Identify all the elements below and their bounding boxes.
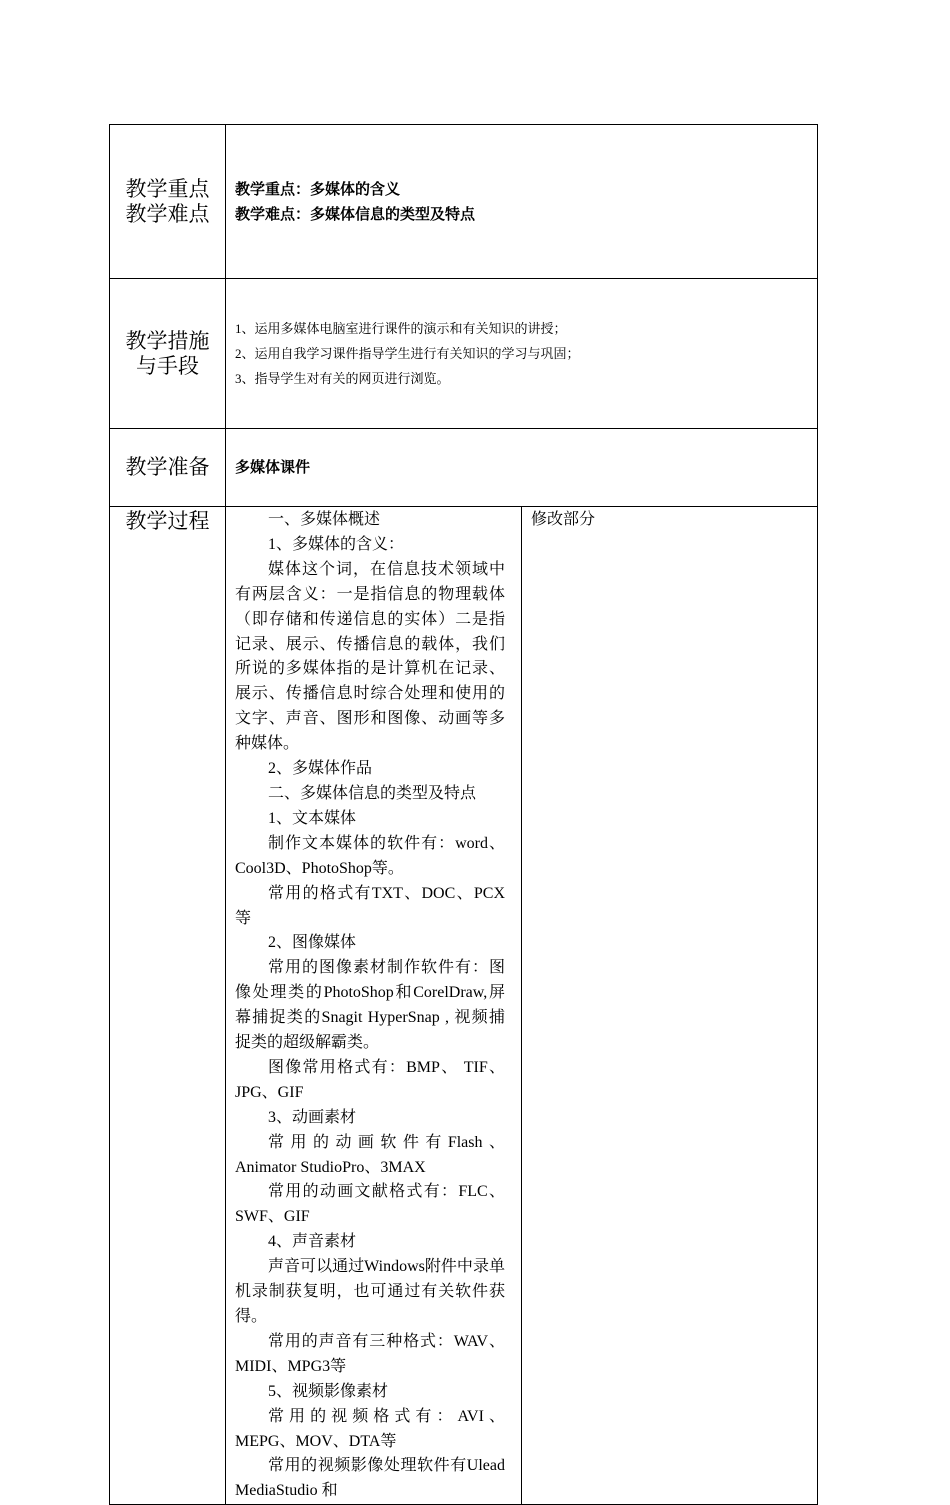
method-item: 1、运用多媒体电脑室进行课件的演示和有关知识的讲授；	[235, 321, 567, 336]
method-item: 3、指导学生对有关的网页进行浏览。	[235, 371, 450, 386]
label-line: 教学难点	[125, 201, 210, 226]
process-paragraph: 1、多媒体的含义：	[268, 535, 405, 553]
process-paragraph: 媒体这个词，在信息技术领域中有两层含义：一是指信息的物理载体（即存储和传递信息的实体）二是指记录、展示、传播信息的载体，我们所说的多媒体指的是计算机在记录、展示、传播信息时综合处理和使用的文字、声音、图形和图像、动画等多种媒体。	[235, 560, 505, 753]
key-points-label	[110, 125, 226, 279]
process-paragraph: 常用的视频影像处理软件有Ulead MediaStudio 和	[235, 1457, 505, 1500]
process-paragraph: 制作文本媒体的软件有：word、Cool3D、PhotoShop等。	[235, 834, 505, 877]
process-paragraph: 一、多媒体概述	[268, 511, 381, 528]
process-paragraph: 常用的声音有三种格式：WAV、MIDI、MPG3等	[235, 1332, 505, 1375]
process-paragraph: 2、图像媒体	[268, 934, 357, 952]
label-line: 教学过程	[125, 509, 210, 533]
process-paragraph: 图像常用格式有：BMP、 TIF、JPG、GIF	[235, 1058, 505, 1101]
process-paragraph: 常用的格式有TXT、DOC、PCX等	[235, 884, 505, 927]
process-paragraph: 常用的视频格式有：AVI、MEPG、MOV、DTA等	[235, 1407, 505, 1450]
process-row	[110, 507, 818, 1505]
methods-label	[110, 279, 226, 429]
key-point-line: 教学重点：多媒体的含义	[235, 179, 401, 198]
preparation-label	[110, 429, 226, 507]
notes-header: 修改部分	[531, 511, 596, 528]
process-label	[110, 507, 226, 1505]
difficulty-line: 教学难点：多媒体信息的类型及特点	[235, 204, 476, 223]
notes-column	[522, 507, 818, 1505]
label-line: 与手段	[136, 353, 199, 378]
label-line: 教学重点	[125, 176, 210, 201]
process-paragraph: 常用的动画软件有Flash、Animator StudioPro、3MAX	[235, 1133, 505, 1176]
process-paragraph: 2、多媒体作品	[268, 760, 373, 778]
method-item: 2、运用自我学习课件指导学生进行有关知识的学习与巩固；	[235, 346, 580, 361]
process-paragraph: 声音可以通过Windows附件中录单机录制获复明，也可通过有关软件获得。	[235, 1258, 505, 1325]
label-line: 教学措施	[125, 328, 210, 353]
label-line: 教学准备	[125, 455, 210, 479]
process-paragraph: 3、动画素材	[268, 1108, 357, 1126]
preparation-text: 多媒体课件	[235, 458, 311, 476]
preparation-row	[110, 429, 818, 507]
key-points-content	[226, 125, 818, 279]
process-paragraph: 4、声音素材	[268, 1233, 357, 1251]
process-text	[235, 508, 505, 1504]
preparation-content	[226, 429, 818, 507]
process-paragraph: 常用的图像素材制作软件有：图像处理类的PhotoShop和CorelDraw,屏幕捕捉类的Snagit HyperSnap , 视频捕捉类的超级解霸类。	[235, 959, 505, 1052]
methods-row	[110, 279, 818, 429]
process-paragraph: 1、文本媒体	[268, 809, 357, 827]
process-content	[226, 507, 522, 1505]
key-points-row	[110, 125, 818, 279]
process-paragraph: 常用的动画文献格式有：FLC、SWF、GIF	[235, 1183, 505, 1226]
process-paragraph: 二、多媒体信息的类型及特点	[268, 784, 477, 802]
methods-content	[226, 279, 818, 429]
lesson-plan-table	[109, 124, 818, 1505]
process-paragraph: 5、视频影像素材	[268, 1382, 389, 1400]
